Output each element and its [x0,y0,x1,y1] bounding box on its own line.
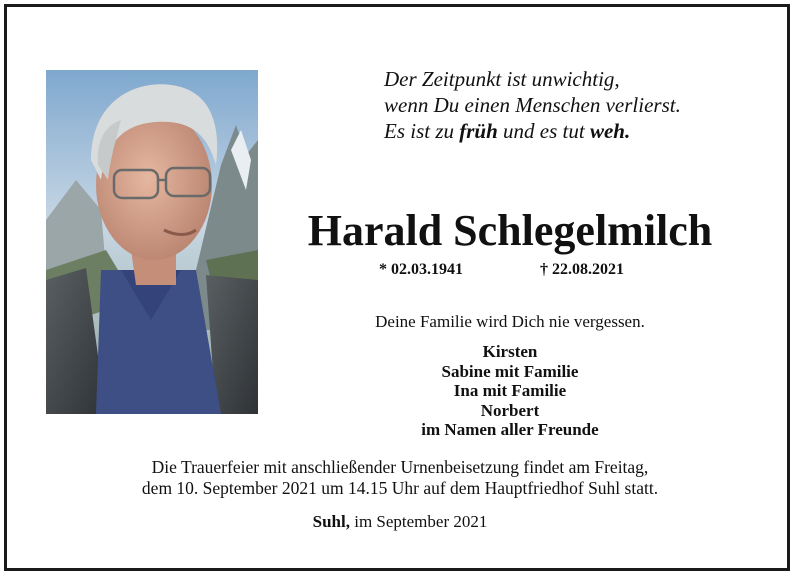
poem-line-2: wenn Du einen Menschen verlierst. [384,93,681,117]
mourner-item: Norbert [480,400,540,420]
poem [384,66,784,144]
poem-line-3: Es ist zu früh und es tut weh. [384,119,631,143]
place-month: im September 2021 [349,512,488,531]
mourners-list [370,342,650,440]
service-line-2: dem 10. September 2021 um 14.15 Uhr auf dem Hauptfriedhof Suhl statt. [141,478,659,498]
deceased-name: Harald Schlegelmilch [307,206,713,255]
birth-date: * 02.03.1941 [379,261,463,278]
service-info [50,457,750,499]
service-line-1: Die Trauerfeier mit anschließender Urnenbeisetzung findet am Freitag, [151,457,649,477]
mourner-item: Kirsten [482,342,538,361]
place-date [0,512,800,532]
place-city: Suhl, [312,512,350,531]
death-date: † 22.08.2021 [540,261,624,278]
mourner-item: Ina mit Familie [453,381,567,400]
family-line: Deine Familie wird Dich nie vergessen. [375,312,645,331]
mourner-item: Sabine mit Familie [441,361,579,381]
portrait-photo [46,70,258,414]
mourner-item: im Namen aller Freunde [421,420,599,439]
poem-line-1: Der Zeitpunkt ist unwichtig, [384,67,620,91]
